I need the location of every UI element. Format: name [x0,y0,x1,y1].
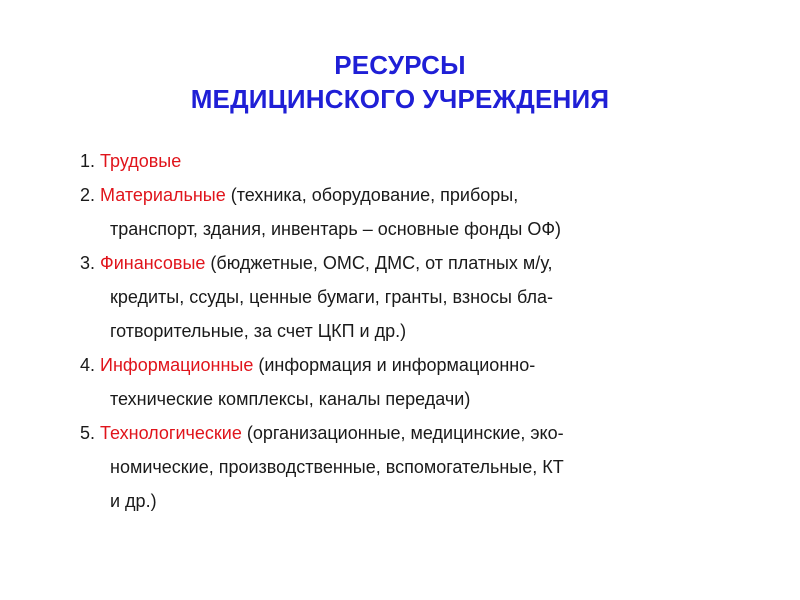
item-description: (информация и информационно- [258,355,536,375]
item-description: (техника, оборудование, приборы, [230,185,519,205]
resource-item-labor [80,144,730,178]
title-line-2: МЕДИЦИНСКОГО УЧРЕЖДЕНИЯ [190,84,610,114]
item-continuation: и др.) [110,491,157,511]
item-number: 3. [80,253,96,273]
item-continuation: технические комплексы, каналы передачи) [110,389,471,409]
item-first-line [80,416,730,450]
item-number: 2. [80,185,96,205]
resource-item-technological [80,416,730,518]
item-continuation: транспорт, здания, инвентарь – основные фонды ОФ) [110,219,562,239]
item-number: 1. [80,151,96,171]
item-term: Информационные [100,355,254,375]
item-number: 4. [80,355,96,375]
item-continuation: готворительные, за счет ЦКП и др.) [110,321,407,341]
item-description: (бюджетные, ОМС, ДМС, от платных м/у, [210,253,553,273]
item-continuation: кредиты, ссуды, ценные бумаги, гранты, взносы бла- [110,287,553,307]
resource-item-financial [80,246,730,348]
item-first-line [80,144,730,178]
item-first-line [80,348,730,382]
item-number: 5. [80,423,96,443]
item-continuation: номические, производственные, вспомогательные, КТ [110,457,564,477]
item-description: (организационные, медицинские, эко- [246,423,564,443]
resource-list [80,144,730,518]
item-term: Трудовые [100,151,182,171]
title-line-1: РЕСУРСЫ [334,50,466,80]
resource-item-material [80,178,730,246]
item-term: Технологические [100,423,242,443]
item-term: Материальные [100,185,226,205]
item-term: Финансовые [100,253,206,273]
item-first-line [80,246,730,280]
resource-item-informational [80,348,730,416]
slide-title [0,48,800,116]
item-first-line [80,178,730,212]
